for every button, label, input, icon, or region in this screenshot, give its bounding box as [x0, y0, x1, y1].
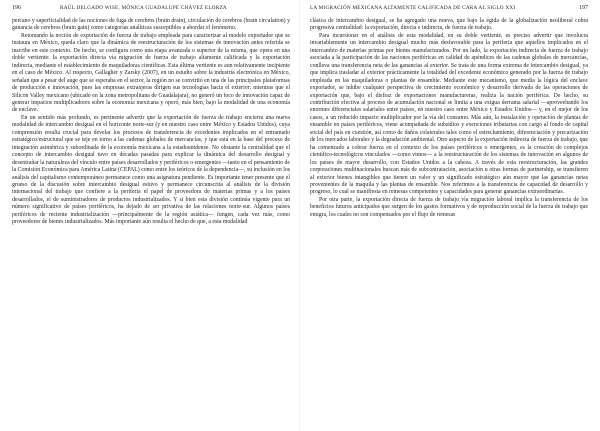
- right-paragraph-1: clásica de intercambio desigual, se ha agregado una nueva, que bajo la égida de la globalización neoliberal cobra progresiva centralidad: la exportación, directa e indirecta, de fuerza de trabajo.: [310, 18, 588, 32]
- left-running-head: [12, 5, 290, 15]
- right-page: [300, 0, 600, 431]
- left-paragraph-2: Retomando la noción de exportación de fuerza de trabajo empleada para caracterizar al modelo exportador que se instaura en México, queda claro que la dinámica de reestructuración de los sistemas de innovación antes referida se inscribe en este contexto. De hecho, se configura como una etapa avanzada o superior de la misma, que opera en una doble vertiente: la exportación directa vía migración de fuerza de trabajo altamente calificada y la exportación indirecta, mediante el establecimiento de maquiladoras científicas. Esta última vertiente es aun relativamente incipiente en el caso de México. Al respecto, Gallagher y Zarsky (2007), en un estudio sobre la industria electrónica en México, señalan que a pesar del auge que se esperaba en el sector, la región no se convirtió en una de las principales plataformas de producción e innovación, pues las empresas extranjeras dirigen sus tecnologías hacia el exterior; mientras que el Silicon Valley mexicano (ubicado en la zona metropolitana de Guadalajara), no generó un foco de innovación capaz de generar impactos multiplicadores sobre la economía mexicana y operó, más bien, bajo la modalidad de una economía de enclave.: [12, 32, 290, 114]
- right-running-title: LA MIGRACIÓN MEXICANA ALTAMENTE CALIFICADA DE CARA AL SIGLO XXI: [310, 5, 516, 11]
- right-page-number: 197: [579, 5, 588, 11]
- right-paragraph-3: Por otra parte, la exportación directa de fuerza de trabajo vía migración laboral implica la transferencia de los beneficios futuros anticipados que surgen de los gastos formativos y de reproducción social de la fuerza de trabajo que emigra, los cuales no son compensados por el flujo de remesas: [310, 196, 588, 218]
- left-body-text: [12, 18, 290, 227]
- right-body-text: [310, 18, 588, 219]
- left-paragraph-1: percano y superficialidad de las nociones de fuga de cerebros (brain drain), circulación de cerebros (brain circulation) y ganancia de cerebros (brain gain) como categorías analíticas susceptibles a abordar el fenómeno.: [12, 18, 290, 32]
- right-paragraph-2: Para incursionar en el análisis de esta modalidad, en su doble vertiente, es preciso advertir que involucra invariablemente un intercambio desigual mucho más desfavorable para la periferia que aquellos implicados en el intercambio de materias primas por bienes manufacturados. Por un lado, la exportación indirecta de fuerza de trabajo asociada a la participación de las naciones periféricas en calidad de apéndices de las cadenas globales de mercancías, conlleva una transferencia neta de las ganancias al exterior. Se trata de una forma extrema de intercambio desigual, ya que implica trasladar al exterior prácticamente la totalidad del excedente económico generado por la fuerza de trabajo empleada en las maquiladoras o plantas de ensamble. Mediante este mecanismo, que media la lógica del enclave exportador, se inhibe cualquier perspectiva de crecimiento económico y desarrollo derivada de las operaciones de exportación que, bajo el disfraz de exportaciones manufactureras, realiza la nación periférica. De hecho, su contribución efectiva al proceso de acumulación nacional se limita a una exigua derrama salarial —aproveehando los enormes diferenciales salariales entre países, en nuestro caso entre México y Estados Unidos— y, en el mejor de los casos, a un reducido impacto multiplicador por la vía del consumo. Más aún, la instalación y operación de plantas de ensamble en países periféricos, viene acompañada de subsidios y exenciones tributarias con cargo al fondo de capital social del país en cuestión, así como de daños colaterales tales como el estrechamiento, diferenciación y precarización de los mercados laborales y la degradación ambiental. Otro aspecto de la exportación indirecta de fuerza de trabajo, que ha comenzado a cobrar fuerza en el contexto de los países periféricos o emergentes, es la creación de complejos científico-tecnológicos vinculados —como vimos— a la reestructuración de los sistemas de innovación en algunos de los países de mayor desarrollo, con Estados Unidos a la cabeza. A través de esta reestructuración, las grandes corporaciones multinacionales buscan más de subcontratación, asociación u otras formas de partnership, se transfieren al exterior bienes intangibles que tienen un valor y un significado estratégico aún mayor que las ganancias netas provenientes de la maquila y las plantas de ensamble. Nos referimos a la transferencia de capacidad de desarrollo y progreso, lo cual se manifiesta en remesas competentes y capacidades para generar ganancias extraordinarias.: [310, 32, 588, 196]
- left-running-title: RAÚL DELGADO WISE, MÓNICA GUADALUPE CHÁVEZ ELORZA: [60, 5, 227, 11]
- right-running-head: [310, 5, 588, 15]
- left-page-number: 196: [12, 5, 21, 11]
- left-paragraph-3: En un sentido más profundo, es pertinente advertir que la exportación de fuerza de trabajo encierra una nueva modalidad de intercambio desigual en el horizonte norte-sur (y en nuestro caso entre México y Estados Unidos), cuya comprensión resulta crucial para develar los procesos de transferencia de excedentes implicados en el entramado estratégico/estructural que se teje en torno a las cadenas globales de mercancías, y que está en la base del proceso de integración asimétrica y subordinada de la economía mexicana a la estadounidense. No obstante la centralidad que el concepto de intercambio desigual tuvo en décadas pasadas para explicar la dinámica del desarrollo desigual y desentrañar la naturaleza del vínculo entre países desarrollados y periféricos o emergentes —tanto en el pensamiento de la Comisión Económica para América Latina (CEPAL) como entre los teóricos de la dependencia—, su inclusión en los análisis del capitalismo contemporáneo permanece como una asignatura pendiente. Es importante tener presente que el grueso de la discusión sobre intercambio desigual estuvo y permanece circunscrita al análisis de la división internacional del trabajo que confiere a la periferia el papel de proveedora de materias primas y a los países desarrollados, el de suministradores de productos industrializados. Y si bien esta división continúa vigente para un número significativo de países periféricos, ha dejado de ser privativa de las relaciones norte-sur. Algunos países periféricos de reciente industrialización —principalmente de la región asiática— fungen, cada vez más, como proveedores de bienes industrializados. Más importante aún resulta el hecho de que, a esta modalidad: [12, 114, 290, 226]
